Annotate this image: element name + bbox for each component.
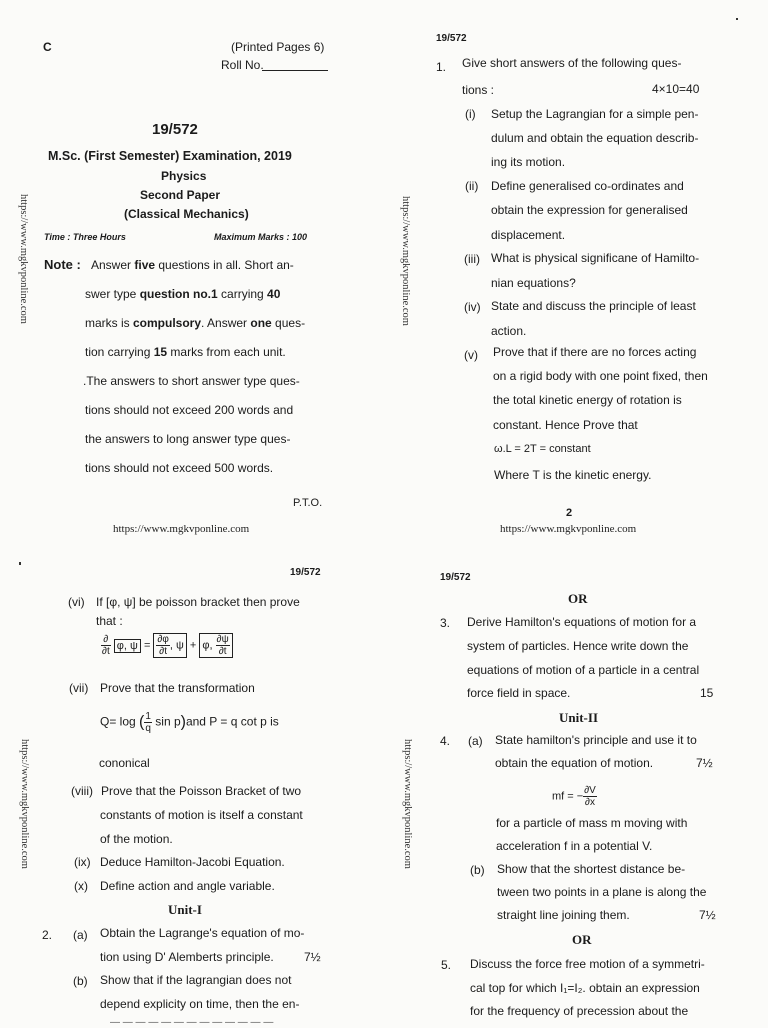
item-iv-line: action.	[491, 324, 527, 338]
item-vi-that: that :	[96, 614, 123, 628]
q4b-line: tween two points in a plane is along the	[497, 885, 707, 899]
item-iv-number: (iv)	[464, 300, 481, 314]
q2b-line: Show that if the lagrangian does not	[100, 973, 292, 987]
or-separator: OR	[572, 932, 592, 947]
q2-number: 2.	[42, 928, 53, 942]
q4b-marks: 7½	[699, 908, 716, 922]
q2a-label: (a)	[73, 928, 88, 942]
footer-url-1: https://www.mgkvponline.com	[113, 523, 250, 535]
item-viii-line: Prove that the Poisson Bracket of two	[101, 784, 302, 798]
q5-line: for the frequency of precession about the	[470, 1004, 689, 1018]
note-label: Note :	[44, 257, 81, 272]
q1-line-1: Give short answers of the following ques-	[462, 56, 682, 70]
paper-code: 19/572	[152, 121, 198, 138]
item-vi-text: If [φ, ψ] be poisson bracket then prove	[96, 595, 300, 609]
paper-number: Second Paper	[140, 188, 221, 202]
item-i-line: dulum and obtain the equation describ-	[491, 131, 699, 145]
q3-number: 3.	[440, 616, 451, 630]
page-number: 2	[566, 507, 573, 519]
q4a-after-line: acceleration f in a potential V.	[496, 839, 653, 853]
note-line-3: marks is compulsory. Answer one ques-	[85, 316, 306, 330]
where-text: Where T is the kinetic energy.	[494, 468, 652, 482]
q3-marks: 15	[700, 686, 714, 700]
q2b-line: depend explicity on time, then the en-	[100, 997, 300, 1011]
q3-line: system of particles. Hence write down the	[467, 639, 689, 653]
exam-title: M.Sc. (First Semester) Examination, 2019	[48, 149, 292, 163]
item-i-line: ing its motion.	[491, 155, 566, 169]
item-iii-number: (iii)	[464, 252, 480, 266]
item-i-line: Setup the Lagrangian for a simple pen-	[491, 107, 699, 121]
item-v-number: (v)	[464, 348, 478, 362]
transformation-equation: Q= log ( $\frac{1}{q}$ sin p)and P = q cot p is	[100, 711, 279, 734]
item-ii-number: (ii)	[465, 179, 479, 193]
q4b-label: (b)	[470, 863, 485, 877]
body-line-4: tions should not exceed 500 words.	[85, 461, 274, 475]
note-line-1: Answer five questions in all. Short an-	[91, 258, 294, 272]
item-vii-number: (vii)	[69, 681, 89, 695]
item-ii-line: displacement.	[491, 228, 566, 242]
item-vii-cont: cononical	[99, 756, 150, 770]
series-letter: C	[43, 40, 52, 54]
printed-pages: (Printed Pages 6)	[231, 40, 325, 54]
item-v-line: on a rigid body with one point fixed, then	[493, 369, 708, 383]
page-3	[0, 512, 384, 1028]
item-viii-line: of the motion.	[100, 832, 173, 846]
q4a-line: State hamilton's principle and use it to	[495, 733, 697, 747]
item-x-text: Define action and angle variable.	[100, 879, 275, 893]
item-v-line: constant. Hence Prove that	[493, 418, 638, 432]
side-watermark-2: https://www.mgkvponline.com	[400, 196, 411, 326]
q3-line: Derive Hamilton's equations of motion for a	[467, 615, 697, 629]
body-line-3: the answers to long answer type ques-	[85, 432, 291, 446]
max-marks: Maximum Marks : 100	[214, 232, 308, 242]
q2b-label: (b)	[73, 974, 88, 988]
q4a-after-line: for a particle of mass m moving with	[496, 816, 688, 830]
note-line-2: swer type question no.1 carrying 40	[85, 287, 281, 301]
footer-url-2: https://www.mgkvponline.com	[500, 523, 637, 535]
body-line-2: tions should not exceed 200 words and	[85, 403, 294, 417]
unit-heading: Unit-II	[559, 710, 599, 725]
q4-number: 4.	[440, 734, 451, 748]
side-watermark-1: https://www.mgkvponline.com	[18, 194, 29, 324]
paper-title: (Classical Mechanics)	[124, 207, 249, 221]
side-watermark-4: https://www.mgkvponline.com	[402, 739, 413, 869]
q3-line: force field in space.	[467, 686, 571, 700]
poisson-equation: $\frac{\partial}{\partial t}$ φ, ψ = $\frac{\partial\varphi}{\partial t}$ , ψ + φ, $\frac{\partial\psi}{\partial t}$	[101, 633, 233, 658]
item-v-line: Prove that if there are no forces acting	[493, 345, 697, 359]
q4a-label: (a)	[468, 734, 483, 748]
roll-no-line	[262, 70, 328, 71]
item-iii-line: What is physical significane of Hamilto-	[491, 251, 700, 265]
item-viii-number: (viii)	[71, 784, 93, 798]
pto: P.T.O.	[293, 497, 323, 509]
side-watermark-3: https://www.mgkvponline.com	[19, 739, 30, 869]
q5-line: Discuss the force free motion of a symmetri-	[470, 957, 705, 971]
item-ix-text: Deduce Hamilton-Jacobi Equation.	[100, 855, 285, 869]
q4b-line: straight line joining them.	[497, 908, 630, 922]
q4a-marks: 7½	[696, 756, 713, 770]
item-x-number: (x)	[74, 879, 88, 893]
time-label: Time : Three Hours	[44, 232, 126, 242]
subject: Physics	[161, 169, 207, 183]
scan-speck	[736, 18, 738, 20]
q4a-line: obtain the equation of motion.	[495, 756, 654, 770]
note-line-4: tion carrying 15 marks from each unit.	[85, 345, 286, 359]
q3-line: equations of motion of a particle in a central	[467, 663, 700, 677]
q4b-line: Show that the shortest distance be-	[497, 862, 686, 876]
item-ix-number: (ix)	[74, 855, 91, 869]
force-equation: mf = − $\frac{\partial V}{\partial x}$	[552, 785, 596, 808]
item-viii-line: constants of motion is itself a constant	[100, 808, 303, 822]
q5-line: cal top for which I₁=I₂. obtain an expression	[470, 981, 700, 995]
roll-no-label: Roll No.	[221, 58, 264, 72]
paper-code: 19/572	[290, 567, 321, 578]
page-4	[384, 512, 768, 1024]
q2a-line: Obtain the Lagrange's equation of mo-	[100, 926, 305, 940]
paper-code: 19/572	[436, 33, 467, 44]
unit-heading: Unit-I	[168, 902, 202, 917]
q2a-marks: 7½	[304, 950, 321, 964]
q1-line-2: tions :	[462, 83, 495, 97]
item-vi-number: (vi)	[68, 595, 85, 609]
page-1	[0, 0, 384, 512]
equation-v: ω.L = 2T = constant	[494, 443, 591, 455]
paper-code: 19/572	[440, 572, 471, 583]
q5-number: 5.	[441, 958, 452, 972]
cut-off-line: — — — — — — — — — — — — —	[110, 1017, 274, 1028]
q2a-line: tion using D' Alemberts principle.	[100, 950, 274, 964]
item-vii-text: Prove that the transformation	[100, 681, 255, 695]
item-ii-line: obtain the expression for generalised	[491, 203, 688, 217]
item-iii-line: nian equations?	[491, 276, 576, 290]
item-iv-line: State and discuss the principle of least	[491, 299, 696, 313]
or-separator: OR	[568, 591, 588, 606]
body-line-1: .The answers to short answer type ques-	[83, 374, 300, 388]
item-v-line: the total kinetic energy of rotation is	[493, 393, 682, 407]
scan-speck	[19, 562, 21, 565]
q1-number: 1.	[436, 60, 447, 74]
item-ii-line: Define generalised co-ordinates and	[491, 179, 684, 193]
item-i-number: (i)	[465, 107, 476, 121]
page-2	[384, 0, 768, 519]
q1-marks: 4×10=40	[652, 82, 700, 96]
